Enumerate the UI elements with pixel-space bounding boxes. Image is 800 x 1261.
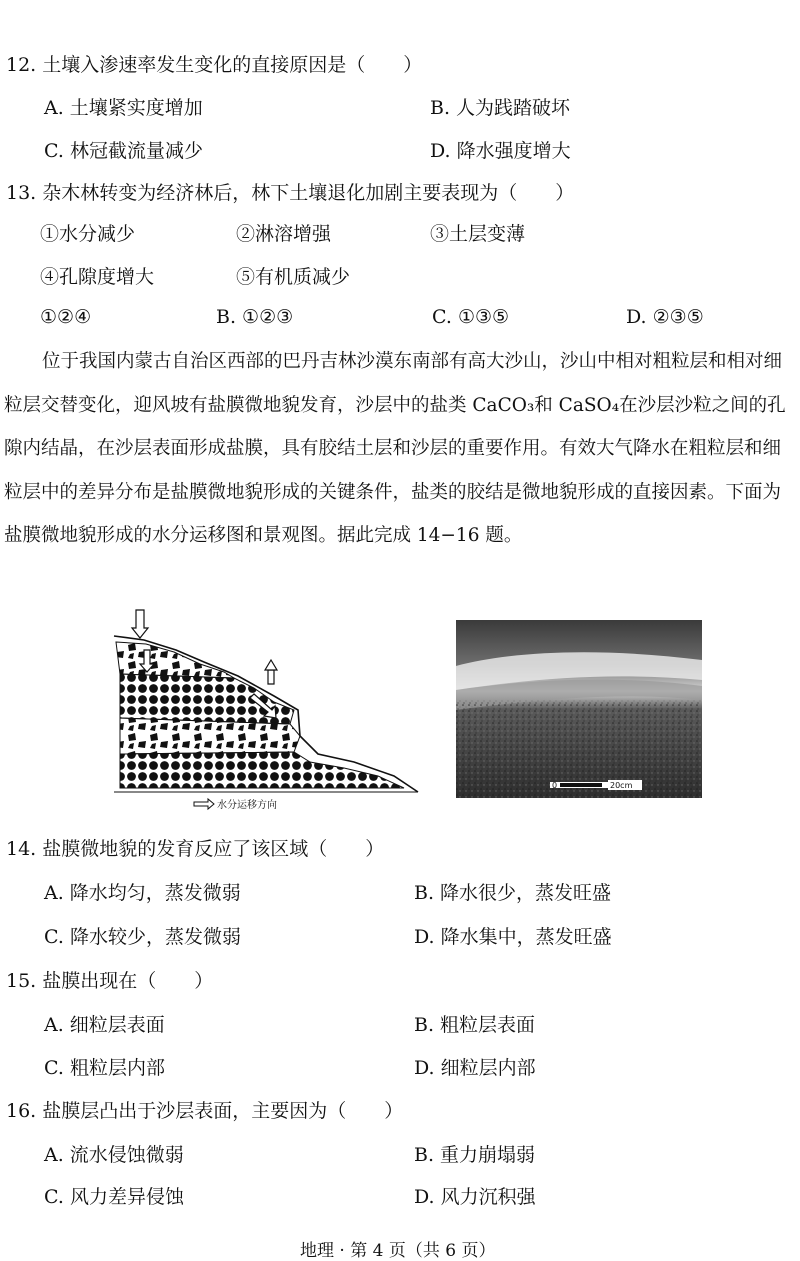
diagram-legend-label: 水分运移方向 (217, 800, 277, 811)
q12-option-c: C. 林冠截流量减少 (44, 140, 203, 162)
scale-zero-label: 0 (552, 781, 558, 790)
q13-item-2: ②淋溶增强 (236, 223, 332, 245)
q15-option-b: B. 粗粒层表面 (414, 1014, 536, 1036)
water-migration-diagram (104, 606, 420, 812)
q12-stem: 12. 土壤入渗速率发生变化的直接原因是（ ） (6, 54, 423, 76)
scale-length-label: 20cm (610, 781, 633, 790)
q13-option-a: ①②④ (40, 306, 92, 328)
q13-option-b: B. ①②③ (216, 306, 294, 328)
q13-option-c: C. ①③⑤ (432, 306, 510, 328)
q15-option-d: D. 细粒层内部 (414, 1057, 536, 1079)
q16-option-b: B. 重力崩塌弱 (414, 1144, 536, 1166)
q12-option-d: D. 降水强度增大 (430, 140, 571, 162)
q15-stem: 15. 盐膜出现在（ ） (6, 970, 214, 992)
q15-option-c: C. 粗粒层内部 (44, 1057, 165, 1079)
landscape-photo (456, 620, 702, 798)
q13-item-5: ⑤有机质减少 (236, 266, 351, 288)
q13-option-d: D. ②③⑤ (626, 306, 704, 328)
q14-option-c: C. 降水较少，蒸发微弱 (44, 926, 241, 948)
landscape-photo-svg (456, 620, 702, 798)
q13-item-1: ①水分减少 (40, 223, 136, 245)
page-footer: 地理 · 第 4 页（共 6 页） (300, 1241, 496, 1261)
q16-option-c: C. 风力差异侵蚀 (44, 1186, 184, 1208)
q14-option-b: B. 降水很少，蒸发旺盛 (414, 882, 612, 904)
q16-stem: 16. 盐膜层凸出于沙层表面，主要因为（ ） (6, 1100, 404, 1122)
q13-item-4: ④孔隙度增大 (40, 266, 155, 288)
q12-option-a: A. 土壤紧实度增加 (44, 97, 203, 119)
q13-stem: 13. 杂木林转变为经济林后，林下土壤退化加剧主要表现为（ ） (6, 182, 575, 204)
q15-option-a: A. 细粒层表面 (44, 1014, 165, 1036)
q16-option-a: A. 流水侵蚀微弱 (44, 1144, 184, 1166)
q16-option-d: D. 风力沉积强 (414, 1186, 536, 1208)
q14-stem: 14. 盐膜微地貌的发育反应了该区域（ ） (6, 838, 385, 860)
q13-item-3: ③土层变薄 (430, 223, 526, 245)
q12-option-b: B. 人为践踏破坏 (430, 97, 571, 119)
water-migration-svg (104, 606, 420, 812)
reading-passage: 位于我国内蒙古自治区西部的巴丹吉林沙漠东南部有高大沙山，沙山中相对粗粒层和相对细粒层交替变化，迎风坡有盐膜微地貌发育，沙层中的盐类 CaCO₃和 CaSO₄在沙层沙粒之间的孔隙内结晶，在沙层表面形成盐膜，具有胶结土层和沙层的重要作用。有效大气降水在粗粒层和细粒层中的差异分布是盐膜微地貌形成的关键条件，盐类的胶结是微地貌形成的直接因素。下面为盐膜微地貌形成的水分运移图和景观图。据此完成 14−16 题。 (4, 351, 786, 546)
q14-option-d: D. 降水集中，蒸发旺盛 (414, 926, 612, 948)
q14-option-a: A. 降水均匀，蒸发微弱 (44, 882, 241, 904)
